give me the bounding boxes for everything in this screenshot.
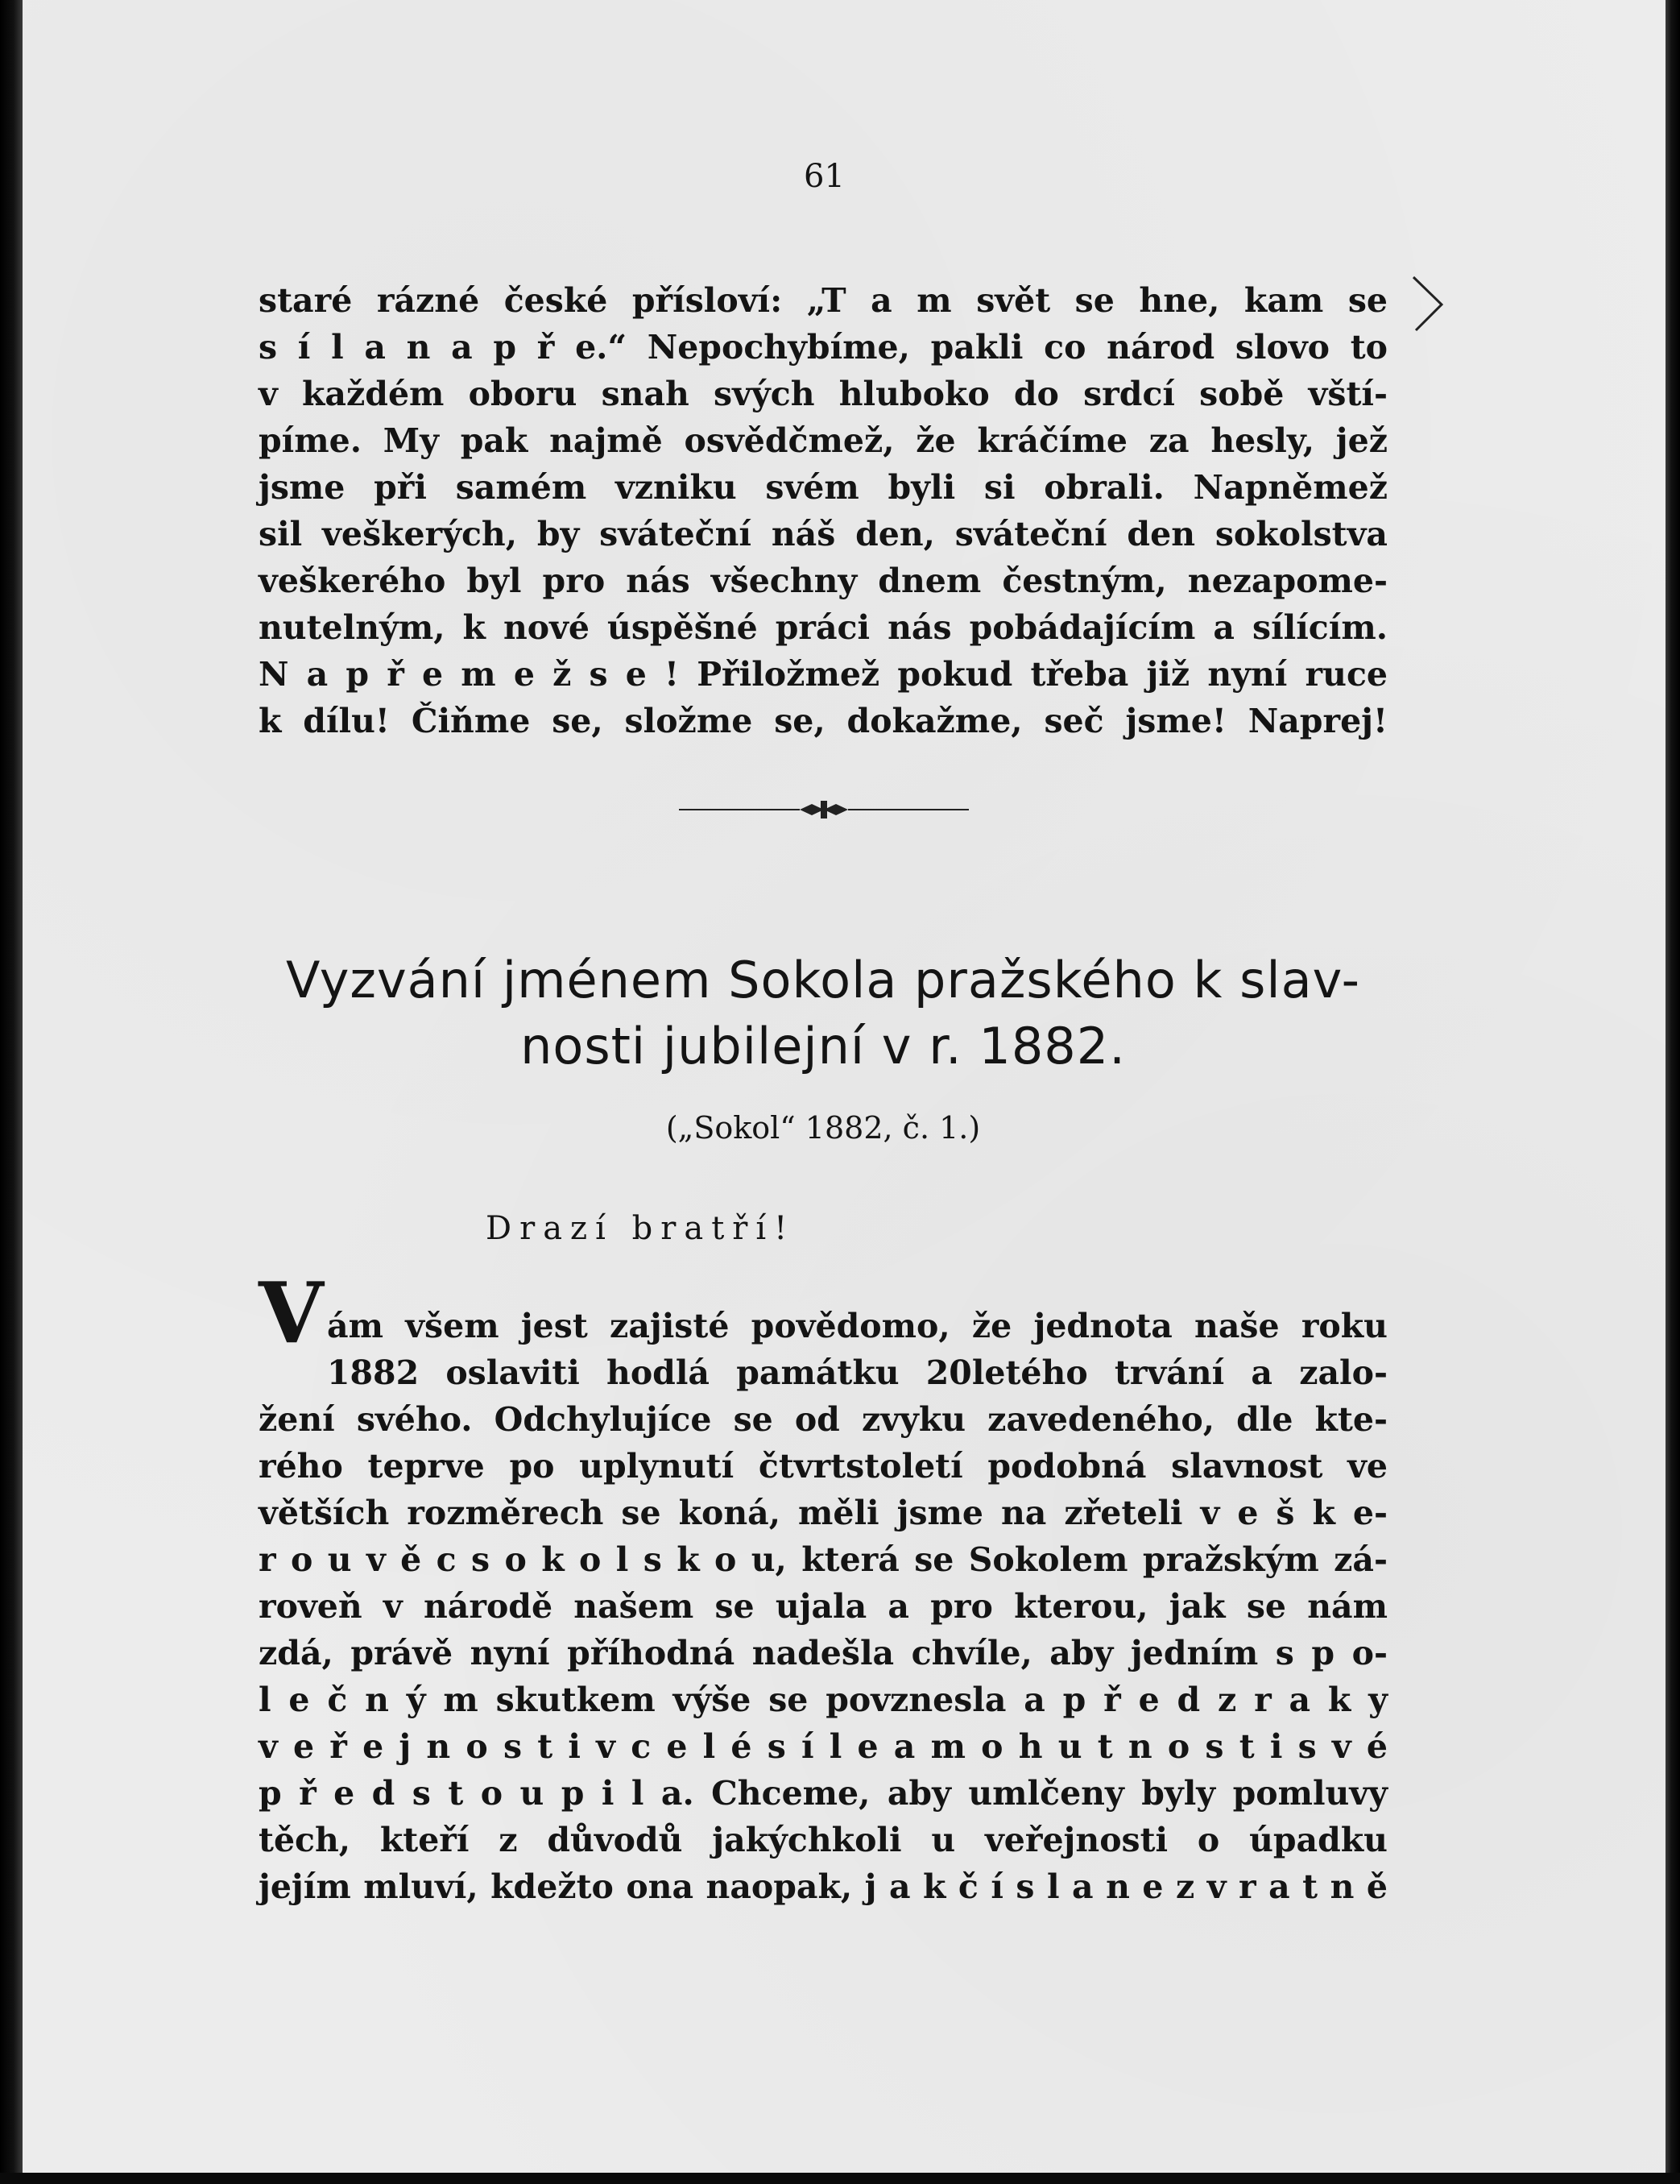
- scan-bottom-edge: [0, 2173, 1680, 2184]
- text-line: žení svého. Odchylujíce se od zvyku zavedeného, dle kte-: [259, 1400, 1388, 1439]
- margin-pencil-mark: [1409, 274, 1458, 338]
- section-divider-ornament: [679, 799, 969, 820]
- text-line: sil veškerých, by sváteční náš den, sváteční den sokolstva: [259, 515, 1388, 553]
- text-line: nutelným, k nové úspěšné práci nás pobádajícím a sílícím.: [259, 608, 1388, 647]
- text-line: l e č n ý m skutkem výše se povznesla a p ř e d z r a k y: [259, 1680, 1388, 1719]
- text-line: jsme při samém vzniku svém byli si obrali. Napněmež: [259, 468, 1388, 507]
- scan-left-edge: [0, 0, 23, 2184]
- heading-line-1: Vyzvání jménem Sokola pražského k slav-: [285, 951, 1361, 1009]
- text-line: v e ř e j n o s t i v c e l é s í l e a m o h u t n o s t i s v é: [259, 1727, 1388, 1766]
- text-line: ám všem jest zajisté povědomo, že jednota naše roku: [327, 1307, 1388, 1345]
- text-line: větších rozměrech se koná, měli jsme na zřeteli v e š k e-: [259, 1494, 1388, 1532]
- drop-cap-initial: V: [259, 1263, 324, 1362]
- text-line: rého teprve po uplynutí čtvrtstoletí podobná slavnost ve: [259, 1447, 1388, 1486]
- text-line: píme. My pak najmě osvědčmež, že kráčíme za hesly, jež: [259, 421, 1388, 460]
- text-line: těch, kteří z důvodů jakýchkoli u veřejnosti o úpadku: [259, 1821, 1388, 1859]
- heading-line-2: nosti jubilejní v r. 1882.: [520, 1017, 1126, 1075]
- scan-right-edge: [1666, 0, 1680, 2184]
- text-line: p ř e d s t o u p i l a. Chceme, aby umlčeny byly pomluvy: [259, 1774, 1388, 1813]
- text-line: jejím mluví, kdežto ona naopak, j a k č í s l a n e z v r a t n ě: [259, 1867, 1388, 1906]
- text-line: zdá, právě nyní příhodná nadešla chvíle, aby jedním s p o-: [259, 1634, 1388, 1672]
- salutation: Drazí bratří!: [486, 1210, 796, 1247]
- book-page: [23, 0, 1666, 2184]
- text-line: 1882 oslaviti hodlá památku 20letého trvání a zalo-: [327, 1353, 1388, 1392]
- page-number: 61: [804, 158, 845, 195]
- text-line: staré rázné české přísloví: „T a m svět se hne, kam se: [259, 281, 1388, 320]
- text-line: s í l a n a p ř e.“ Nepochybíme, pakli co národ slovo to: [259, 328, 1388, 367]
- text-line: N a p ř e m e ž s e ! Přiložmež pokud třeba již nyní ruce: [259, 655, 1388, 694]
- text-line: k dílu! Čiňme se, složme se, dokažme, seč jsme! Naprej!: [259, 702, 1388, 740]
- source-citation: („Sokol“ 1882, č. 1.): [665, 1110, 981, 1146]
- text-line: veškerého byl pro nás všechny dnem čestným, nezapome-: [259, 562, 1388, 600]
- text-line: r o u v ě c s o k o l s k o u, která se Sokolem pražským zá-: [259, 1540, 1388, 1579]
- text-line: v každém oboru snah svých hluboko do srdcí sobě vští-: [259, 375, 1388, 413]
- text-line: roveň v národě našem se ujala a pro kterou, jak se nám: [259, 1587, 1388, 1626]
